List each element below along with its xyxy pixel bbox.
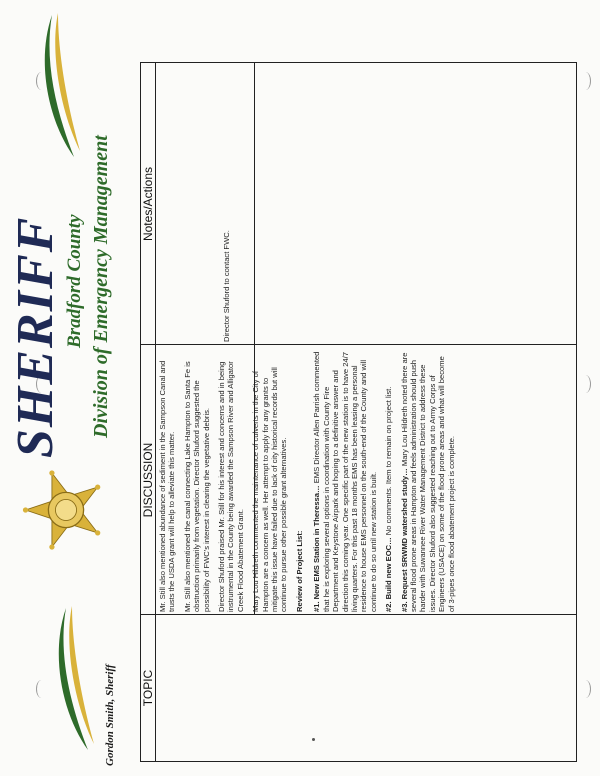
- discussion-paragraph: Mr. Still also mentioned the canal connecting Lake Hampton to Santa Fe is obstruction primarily from vegetation. Director Shuford suggested the possibility of FWC's interest in clearing the vegetative debris.: [182, 361, 211, 612]
- project-item-3: [400, 350, 456, 612]
- swoosh-logo-right: [28, 11, 88, 161]
- project-item-3-label: #3. Request SRWMD watershed study…: [399, 468, 409, 612]
- topic-column-header: TOPIC: [141, 615, 156, 761]
- sheriff-signature-name: Gordon Smith, Sheriff: [104, 664, 116, 766]
- discussion-paragraph: Director Shuford praised Mr. Still for his interest and concerns and in being instrumental in the County being awarded the Sampson River and Alligator Creek Flood Abatement Grant.: [217, 361, 245, 612]
- discussion-column-header: DISCUSSION: [141, 345, 156, 615]
- discussion-body: [158, 350, 462, 612]
- project-item-1-text: EMS Director Allen Parrish commented that he is exploring several options in coordination with County Fire Department and Keystone Airpark and hoping to a definitive answer and direction this coming year. One specific part of the new station is to have 24/7 living quarters. For this past 18 months EMS has been leasing a personal residence to house EMS personnel on the south-end of the County and will continue to do so until new station is built.: [312, 351, 378, 612]
- sheriff-star-badge: [22, 466, 110, 554]
- notes-column-header: Notes/Actions: [141, 63, 156, 345]
- project-item-1: [312, 350, 378, 612]
- project-item-2-text: No comments. Item to remain on project list.: [384, 386, 394, 538]
- notes-body: [222, 68, 231, 342]
- column-divider: [141, 614, 576, 615]
- stray-mark: [312, 738, 315, 741]
- division-title: Division of Emergency Management: [90, 135, 112, 438]
- project-item-3-text: Mary Lou Hildreth noted there are several flood prone areas in Hampton and feels administration should push harder with Suwannee River Water Management District to address these issues. Director Shuford also suggested reaching out to Army Corps of Engineers (USACE) on some of the flood prone areas and what will become of 3-pipes once flood abatement project is complete.: [399, 352, 456, 612]
- project-item-1-label: #1. New EMS Station in Theressa…: [312, 485, 322, 612]
- notes-action: Director Shuford to contact FWC.: [222, 230, 231, 342]
- column-divider: [141, 344, 576, 345]
- sheriff-title: SHERIFF: [7, 215, 64, 458]
- letterhead: [0, 0, 130, 776]
- discussion-paragraph: Mr. Still also mentioned abundance of sediment in the Sampson Canal and trusts the USDA grant will help to alleviate this matter.: [158, 360, 177, 612]
- swoosh-logo-left: [42, 604, 102, 754]
- county-title: Bradford County: [64, 214, 85, 348]
- discussion-paragraph: Mary Lou Hildreth commented the maintenance of culverts in the City of Hampton are a concern as well. Her attempt to apply for any grants to mitigate this issue have failed due to lack of city historical records but will continue to pursue other possible grant alternatives.: [251, 367, 289, 612]
- project-item-2-label: #2. Build new EOC…: [384, 537, 394, 612]
- project-item-2: [384, 350, 393, 612]
- review-heading: Review of Project List:: [294, 530, 304, 612]
